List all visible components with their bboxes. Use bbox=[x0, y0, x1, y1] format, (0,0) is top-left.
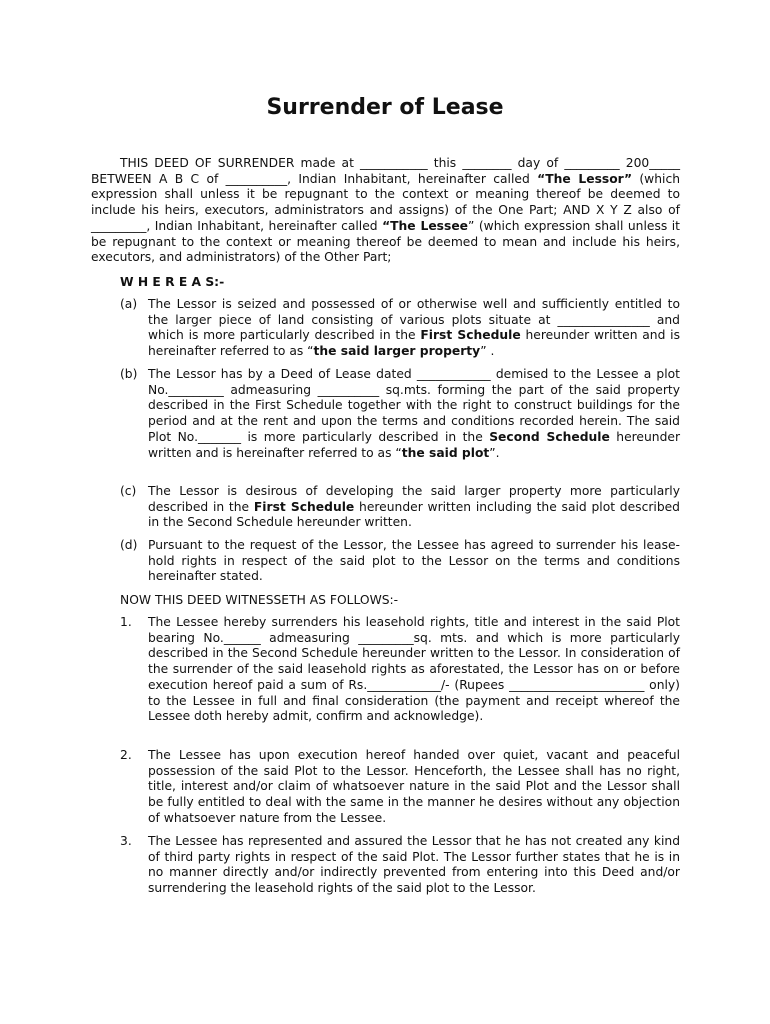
recital-text-part: hereunder written and is hereinafter referred to as “ bbox=[148, 328, 680, 359]
recital-text-part: The Lessor is desirous of developing the said larger property more particularly described in the bbox=[148, 484, 680, 514]
intro-text-1: THIS DEED OF SURRENDER made at ___________ this ________ day of _________ 200_____ BETWEEN A B C of __________, Indian Inhabitant, hereinafter called bbox=[91, 156, 680, 186]
witnesseth-heading: NOW THIS DEED WITNESSETH AS FOLLOWS:- bbox=[120, 593, 399, 607]
clause-2 bbox=[120, 748, 680, 827]
recital-bold-term: the said plot bbox=[401, 445, 490, 460]
recital-bold-term: First Schedule bbox=[253, 499, 355, 514]
recital-mark: (c) bbox=[120, 484, 137, 498]
intro-paragraph bbox=[91, 156, 680, 266]
recital-text-part: hereunder written and is hereinafter referred to as “ bbox=[148, 429, 681, 460]
recital-text bbox=[148, 297, 680, 360]
recital-text-part: ” . bbox=[480, 344, 495, 359]
recital-d bbox=[120, 538, 680, 585]
lessee-term: “The Lessee bbox=[382, 218, 469, 233]
clause-text: The Lessee has represented and assured the Lessor that he has not created any kind of third party rights in respect of the said Plot. The Lessor further states that he is in no manner directly and/or indirectly prevented from entering into this Deed and/or surrendering the leasehold rights of the said plot to the Lessor. bbox=[148, 834, 680, 896]
clause-text: The Lessee has upon execution hereof handed over quiet, vacant and peaceful possession of the said Plot to the Lessor. Henceforth, the Lessee shall has no right, title, interest and/or claim of whatsoever nature in the said Plot and the Lessor shall be fully entitled to deal with the same in the manner he desires without any objection of whatsoever nature from the Lessee. bbox=[148, 748, 680, 825]
recital-text-part: ”. bbox=[489, 445, 500, 460]
document-title: Surrender of Lease bbox=[266, 95, 504, 120]
recital-text-part: The Lessor has by a Deed of Lease dated ____________ demised to the Lessee a plot No._________ admeasuring __________ sq.mts. forming the part of the said property described in the First Schedule together with the right to construct buildings for the period and at the rent and upon the terms and conditions recorded herein. The said Plot No._______ is more particularly described in the bbox=[148, 367, 680, 444]
recital-b bbox=[120, 367, 680, 461]
recital-text bbox=[148, 367, 680, 461]
recital-a bbox=[120, 297, 680, 360]
recital-c bbox=[120, 484, 680, 531]
clause-number: 3. bbox=[120, 834, 132, 848]
clause-3 bbox=[120, 834, 680, 897]
clause-1 bbox=[120, 615, 680, 725]
intro-text-3: ” (which expression shall unless it be repugnant to the context or meaning thereof be deemed to mean and include his heirs, executors, and administrators) of the Other Part; bbox=[91, 218, 681, 265]
recital-mark: (b) bbox=[120, 367, 138, 381]
clause-text: The Lessee hereby surrenders his leasehold rights, title and interest in the said Plot bearing No.______ admeasuring _________sq. mts. and which is more particularly described in the Second Schedule hereunder written to the Lessor. In consideration of the surrender of the said leasehold rights as aforestated, the Lessor has on or before execution hereof paid a sum of Rs.____________/- (Rupees ______________________ only) to the Lessee in full and final consideration (the payment and receipt whereof the Lessee doth hereby admit, confirm and acknowledge). bbox=[148, 615, 680, 724]
clause-number: 2. bbox=[120, 748, 132, 762]
recital-bold-term: First Schedule bbox=[420, 328, 521, 343]
intro-text-2: (which expression shall unless it be repugnant to the context or meaning thereof be deemed to include his heirs, executors, administrators and assigns) of the One Part; AND X Y Z also of _________, Indian Inhabitant, hereinafter called bbox=[91, 171, 680, 233]
recital-text-part: The Lessor is seized and possessed of or otherwise well and sufficiently entitled to the larger piece of land consisting of various plots situate at _______________ and which is more particularly described in the bbox=[148, 297, 680, 343]
whereas-heading: W H E R E A S:- bbox=[120, 275, 225, 289]
recital-mark: (a) bbox=[120, 297, 138, 311]
recital-text bbox=[148, 484, 680, 531]
recital-text: Pursuant to the request of the Lessor, the Lessee has agreed to surrender his lease-hold rights in respect of the said plot to the Lessor on the terms and conditions hereinafter stated. bbox=[148, 538, 680, 584]
lessor-term: “The Lessor” bbox=[537, 171, 633, 186]
recital-bold-term: the said larger property bbox=[313, 344, 481, 359]
recital-text-part: hereunder written including the said plot described in the Second Schedule hereunder written. bbox=[148, 499, 680, 530]
clause-number: 1. bbox=[120, 615, 132, 629]
recital-bold-term: Second Schedule bbox=[489, 429, 610, 444]
recital-mark: (d) bbox=[120, 538, 138, 552]
